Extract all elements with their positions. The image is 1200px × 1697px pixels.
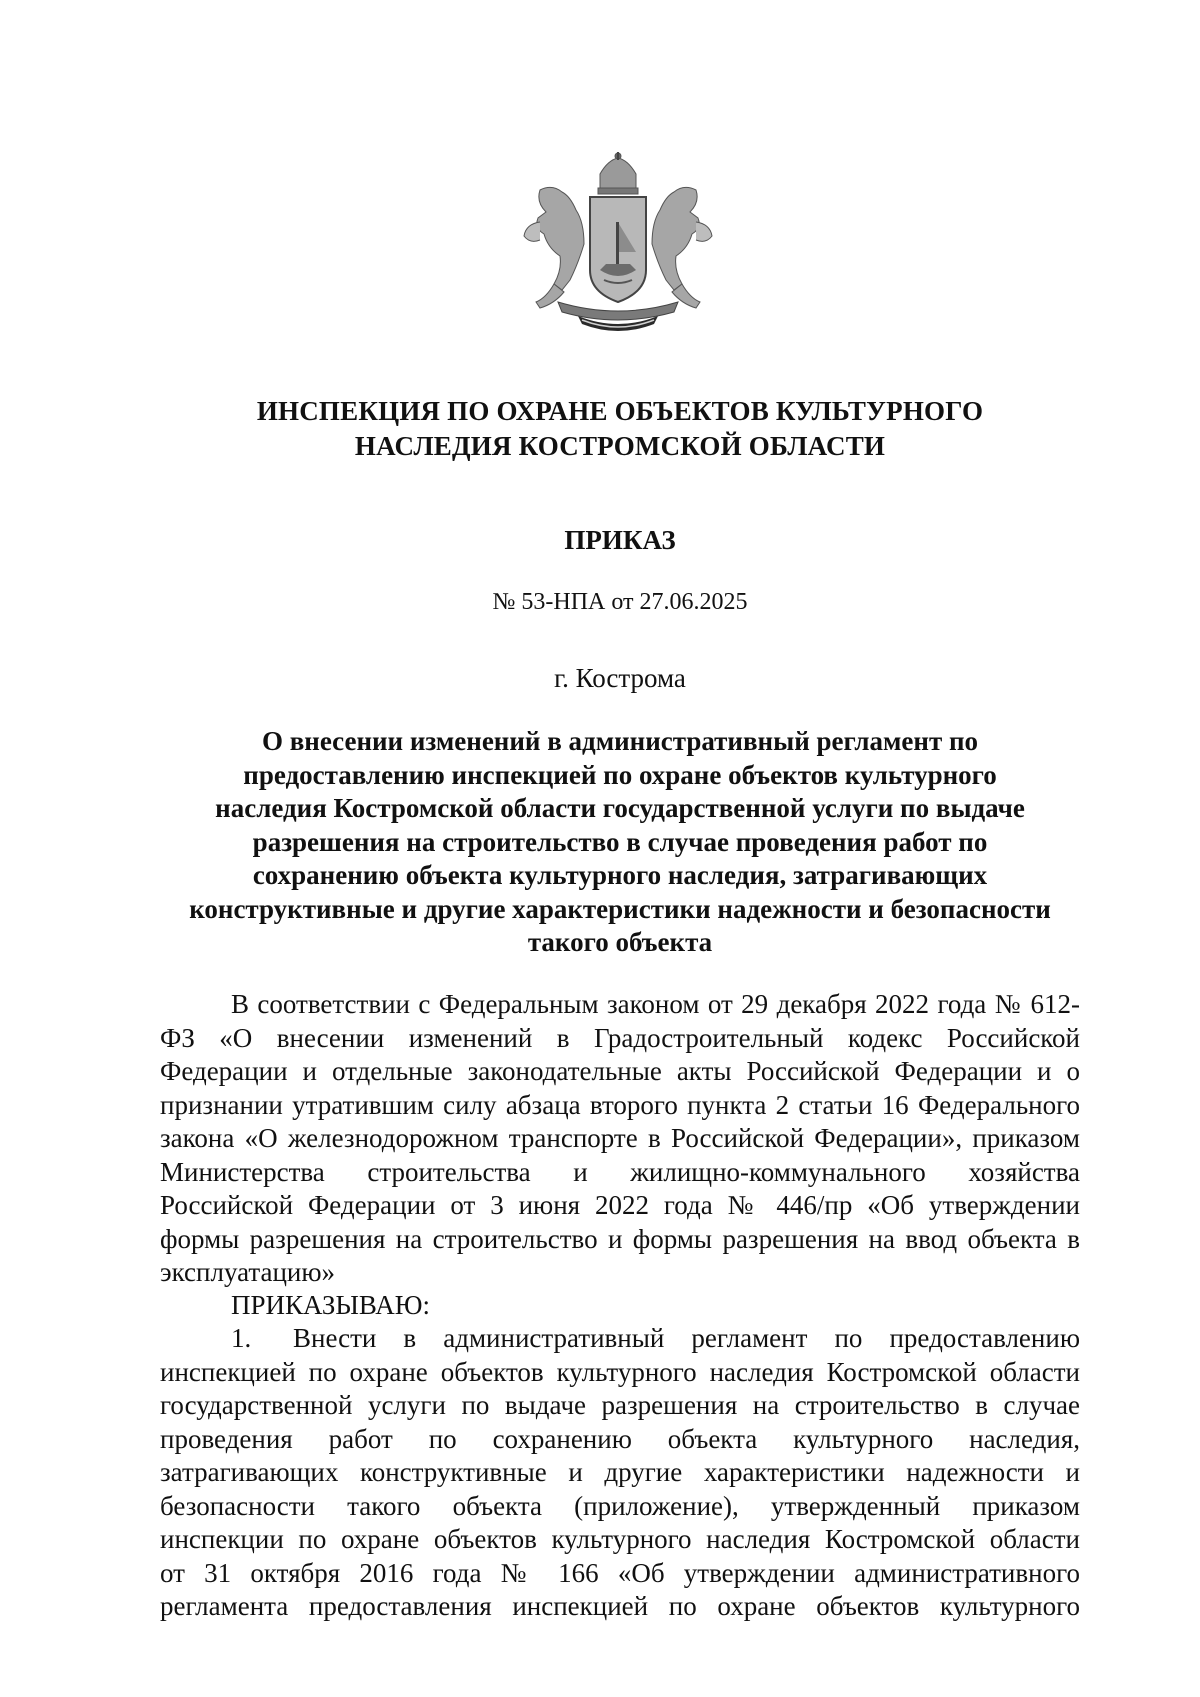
item-1-number: 1. bbox=[231, 1323, 252, 1353]
subject-line: О внесении изменений в административный регламент по bbox=[261, 726, 979, 756]
item-1-paragraph bbox=[160, 1322, 1080, 1624]
item-1-line: от 31 октября 2016 года № 166 «Об утверждении административного bbox=[160, 1557, 1080, 1588]
preamble-line: эксплуатацию» bbox=[160, 1257, 336, 1287]
subject-line: сохранению объекта культурного наследия, затрагивающих bbox=[252, 860, 988, 890]
organization-title-line-2: НАСЛЕДИЯ КОСТРОМСКОЙ ОБЛАСТИ bbox=[354, 431, 886, 461]
subject-line: наследия Костромской области государственной услуги по выдаче bbox=[215, 793, 1025, 823]
subject-line: предоставлению инспекцией по охране объектов культурного bbox=[243, 759, 997, 790]
preamble-line: признании утратившим силу абзаца второго пункта 2 статьи 16 Федерального bbox=[160, 1089, 1080, 1120]
coat-of-arms-emblem bbox=[518, 152, 718, 337]
organization-title bbox=[160, 394, 1080, 464]
item-1-line: инспекцией по охране объектов культурного наследия Костромской области bbox=[160, 1356, 1080, 1387]
document-type-heading: ПРИКАЗ bbox=[564, 525, 676, 555]
document-number-date: № 53-НПА от 27.06.2025 bbox=[492, 589, 748, 615]
item-1-first-line bbox=[160, 1322, 1080, 1356]
preamble-paragraph bbox=[160, 988, 1080, 1290]
item-1-line: безопасности такого объекта (приложение), утвержденный приказом bbox=[160, 1490, 1080, 1521]
preamble-line: Министерства строительства и жилищно-коммунального хозяйства bbox=[160, 1156, 1080, 1187]
organization-title-line-1: ИНСПЕКЦИЯ ПО ОХРАНЕ ОБЪЕКТОВ КУЛЬТУРНОГО bbox=[256, 396, 984, 426]
item-1-line: затрагивающих конструктивные и другие характеристики надежности и bbox=[160, 1457, 1080, 1487]
item-1-line: Внести в административный регламент по предоставлению bbox=[293, 1323, 1080, 1353]
document-subject bbox=[160, 725, 1080, 960]
order-word: ПРИКАЗЫВАЮ: bbox=[231, 1290, 430, 1320]
item-1-line: регламента предоставления инспекцией по охране объектов культурного bbox=[160, 1591, 1080, 1621]
preamble-line: формы разрешения на строительство и формы разрешения на ввод объекта в bbox=[160, 1223, 1080, 1254]
subject-line: конструктивные и другие характеристики надежности и безопасности bbox=[189, 893, 1051, 924]
preamble-line: Российской Федерации от 3 июня 2022 года № 446/пр «Об утверждении bbox=[160, 1190, 1080, 1220]
item-1-line: проведения работ по сохранению объекта культурного наследия, bbox=[160, 1423, 1080, 1454]
preamble-line: В соответствии с Федеральным законом от 29 декабря 2022 года № 612- bbox=[231, 989, 1080, 1019]
document-city: г. Кострома bbox=[554, 663, 686, 693]
preamble-line: ФЗ «О внесении изменений в Градостроительный кодекс Российской bbox=[160, 1022, 1080, 1053]
subject-line: такого объекта bbox=[527, 927, 713, 957]
item-1-line: инспекции по охране объектов культурного наследия Костромской области bbox=[160, 1524, 1080, 1554]
subject-line: разрешения на строительство в случае проведения работ по bbox=[252, 826, 988, 857]
preamble-line: Федерации и отдельные законодательные акты Российской Федерации и о bbox=[160, 1056, 1080, 1086]
preamble-line: закона «О железнодорожном транспорте в Российской Федерации», приказом bbox=[160, 1123, 1080, 1153]
item-1-line: государственной услуги по выдаче разрешения на строительство в случае bbox=[160, 1390, 1080, 1420]
order-directive bbox=[160, 1289, 1080, 1323]
